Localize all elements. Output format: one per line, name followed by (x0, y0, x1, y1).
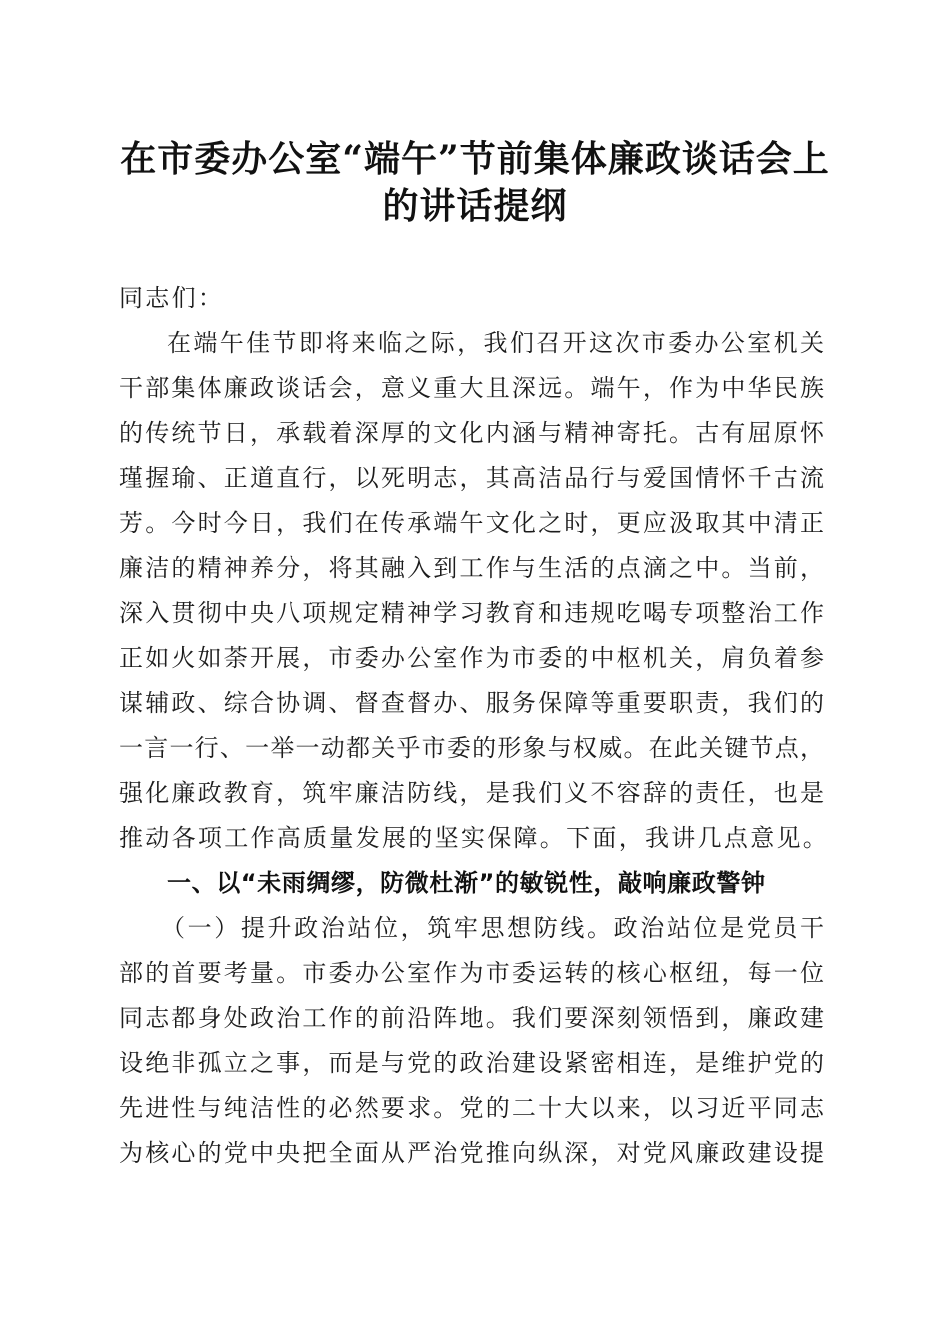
section-line: 部的首要考量。市委办公室作为市委运转的核心枢纽，每一位 (119, 959, 824, 987)
paragraph-line: 推动各项工作高质量发展的坚实保障。下面，我讲几点意见。 (119, 824, 830, 852)
section-line: 同志都身处政治工作的前沿阵地。我们要深刻领悟到，廉政建 (119, 1004, 824, 1032)
section-line: （一）提升政治站位，筑牢思想防线。政治站位是党员干 (161, 914, 824, 942)
paragraph-line: 深入贯彻中央八项规定精神学习教育和违规吃喝专项整治工作 (119, 599, 824, 627)
paragraph-line: 一言一行、一举一动都关乎市委的形象与权威。在此关键节点， (119, 734, 824, 762)
paragraph-line: 瑾握瑜、正道直行，以死明志，其高洁品行与爱国情怀千古流 (119, 464, 824, 492)
section-line: 为核心的党中央把全面从严治党推向纵深，对党风廉政建设提 (119, 1139, 824, 1167)
paragraph-line: 在端午佳节即将来临之际，我们召开这次市委办公室机关 (167, 329, 824, 357)
paragraph-line: 的传统节日，承载着深厚的文化内涵与精神寄托。古有屈原怀 (119, 419, 824, 447)
paragraph-line: 正如火如荼开展，市委办公室作为市委的中枢机关，肩负着参 (119, 644, 824, 672)
paragraph-line: 谋辅政、综合协调、督查督办、服务保障等重要职责，我们的 (119, 689, 824, 717)
paragraph-line: 强化廉政教育，筑牢廉洁防线，是我们义不容辞的责任，也是 (119, 779, 824, 807)
paragraph-line: 廉洁的精神养分，将其融入到工作与生活的点滴之中。当前， (119, 554, 824, 582)
document-title-line-1: 在市委办公室“端午”节前集体廉政谈话会上 (120, 138, 830, 180)
salutation: 同志们： (119, 284, 225, 312)
paragraph-line: 芳。今时今日，我们在传承端午文化之时，更应汲取其中清正 (119, 509, 824, 537)
section-line: 先进性与纯洁性的必然要求。党的二十大以来，以习近平同志 (119, 1094, 824, 1122)
paragraph-line: 干部集体廉政谈话会，意义重大且深远。端午，作为中华民族 (119, 374, 824, 402)
section-line: 设绝非孤立之事，而是与党的政治建设紧密相连，是维护党的 (119, 1049, 824, 1077)
section-heading: 一、以“未雨绸缪，防微杜渐”的敏锐性，敲响廉政警钟 (167, 869, 766, 897)
document-title-line-2: 的讲话提纲 (382, 185, 568, 227)
